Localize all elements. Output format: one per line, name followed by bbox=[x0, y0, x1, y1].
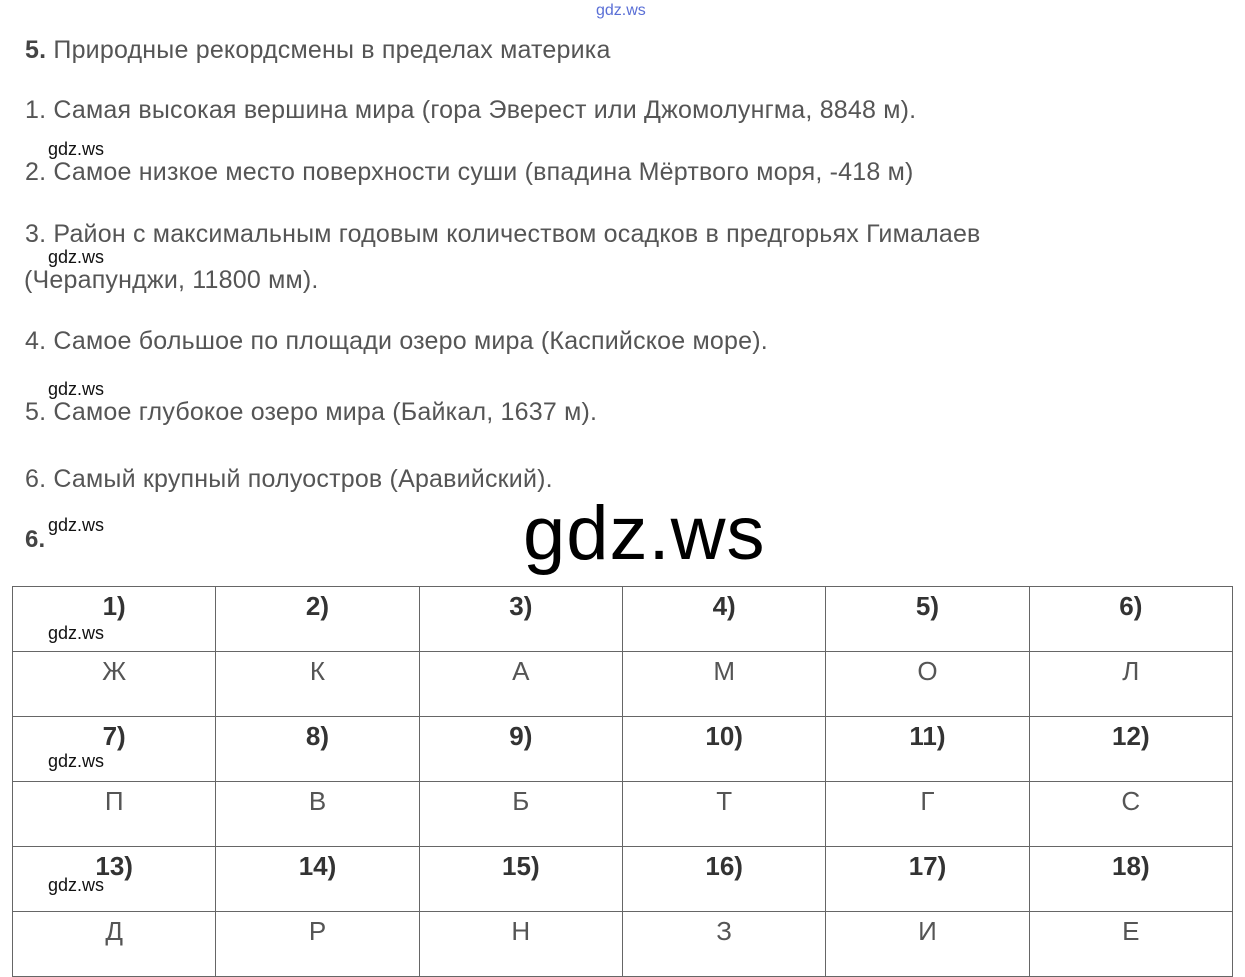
table-cell: 5) bbox=[826, 587, 1029, 652]
table-cell: 1) bbox=[13, 587, 216, 652]
table-row bbox=[13, 847, 1233, 912]
table-cell: 7) bbox=[13, 717, 216, 782]
task5-item-4: 4. Самое большое по площади озеро мира (Каспийское море). bbox=[25, 327, 768, 355]
table-cell: 16) bbox=[622, 847, 825, 912]
task5-item-1: 1. Самая высокая вершина мира (гора Эверест или Джомолунгма, 8848 м). bbox=[25, 96, 917, 124]
table-cell: 3) bbox=[419, 587, 622, 652]
task5-item-2: 2. Самое низкое место поверхности суши (впадина Мёртвого моря, -418 м) bbox=[25, 158, 914, 186]
table-cell: 9) bbox=[419, 717, 622, 782]
task5-title: Природные рекордсмены в пределах материка bbox=[53, 36, 611, 64]
table-cell: И bbox=[826, 912, 1029, 977]
table-cell: С bbox=[1029, 782, 1232, 847]
table-cell: Т bbox=[622, 782, 825, 847]
table-cell: Д bbox=[13, 912, 216, 977]
table-cell: Л bbox=[1029, 652, 1232, 717]
table-row bbox=[13, 782, 1233, 847]
answer-table bbox=[12, 586, 1233, 977]
table-cell: 17) bbox=[826, 847, 1029, 912]
table-cell: 13) bbox=[13, 847, 216, 912]
watermark-small: gdz.ws bbox=[48, 751, 105, 771]
task6-number: 6. bbox=[25, 526, 46, 553]
task5-item-6: 6. Самый крупный полуостров (Аравийский). bbox=[25, 465, 553, 493]
table-cell: К bbox=[216, 652, 419, 717]
watermark-small: gdz.ws bbox=[48, 379, 105, 399]
table-cell: Ж bbox=[13, 652, 216, 717]
table-cell: Н bbox=[419, 912, 622, 977]
table-cell: 11) bbox=[826, 717, 1029, 782]
task5-number: 5. bbox=[25, 36, 47, 64]
table-row bbox=[13, 912, 1233, 977]
table-row bbox=[13, 652, 1233, 717]
table-cell: М bbox=[622, 652, 825, 717]
table-row bbox=[13, 587, 1233, 652]
table-cell: 6) bbox=[1029, 587, 1232, 652]
table-cell: З bbox=[622, 912, 825, 977]
table-cell: О bbox=[826, 652, 1029, 717]
watermark-top: gdz.ws bbox=[596, 2, 646, 19]
table-row bbox=[13, 717, 1233, 782]
table-cell: Г bbox=[826, 782, 1029, 847]
task5-item-3: 3. Район с максимальным годовым количеством осадков в предгорьях Гималаев bbox=[25, 220, 981, 248]
table-cell: 10) bbox=[622, 717, 825, 782]
table-cell: П bbox=[13, 782, 216, 847]
task5-item-3-cont: (Черапунджи, 11800 мм). bbox=[24, 266, 319, 294]
watermark-small: gdz.ws bbox=[48, 247, 105, 267]
table-cell: 4) bbox=[622, 587, 825, 652]
watermark-small: gdz.ws bbox=[48, 875, 105, 895]
watermark-small: gdz.ws bbox=[48, 139, 105, 159]
table-cell: А bbox=[419, 652, 622, 717]
task5-heading bbox=[25, 36, 611, 65]
table-cell: Е bbox=[1029, 912, 1232, 977]
watermark-small: gdz.ws bbox=[48, 623, 105, 643]
table-cell: 12) bbox=[1029, 717, 1232, 782]
table-cell: 8) bbox=[216, 717, 419, 782]
table-cell: 15) bbox=[419, 847, 622, 912]
watermark-big: gdz.ws bbox=[523, 491, 766, 576]
table-cell: 2) bbox=[216, 587, 419, 652]
task5-item-5: 5. Самое глубокое озеро мира (Байкал, 1637 м). bbox=[25, 398, 598, 426]
table-cell: Р bbox=[216, 912, 419, 977]
table-cell: Б bbox=[419, 782, 622, 847]
table-cell: В bbox=[216, 782, 419, 847]
watermark-small: gdz.ws bbox=[48, 515, 105, 535]
table-cell: 18) bbox=[1029, 847, 1232, 912]
table-cell: 14) bbox=[216, 847, 419, 912]
